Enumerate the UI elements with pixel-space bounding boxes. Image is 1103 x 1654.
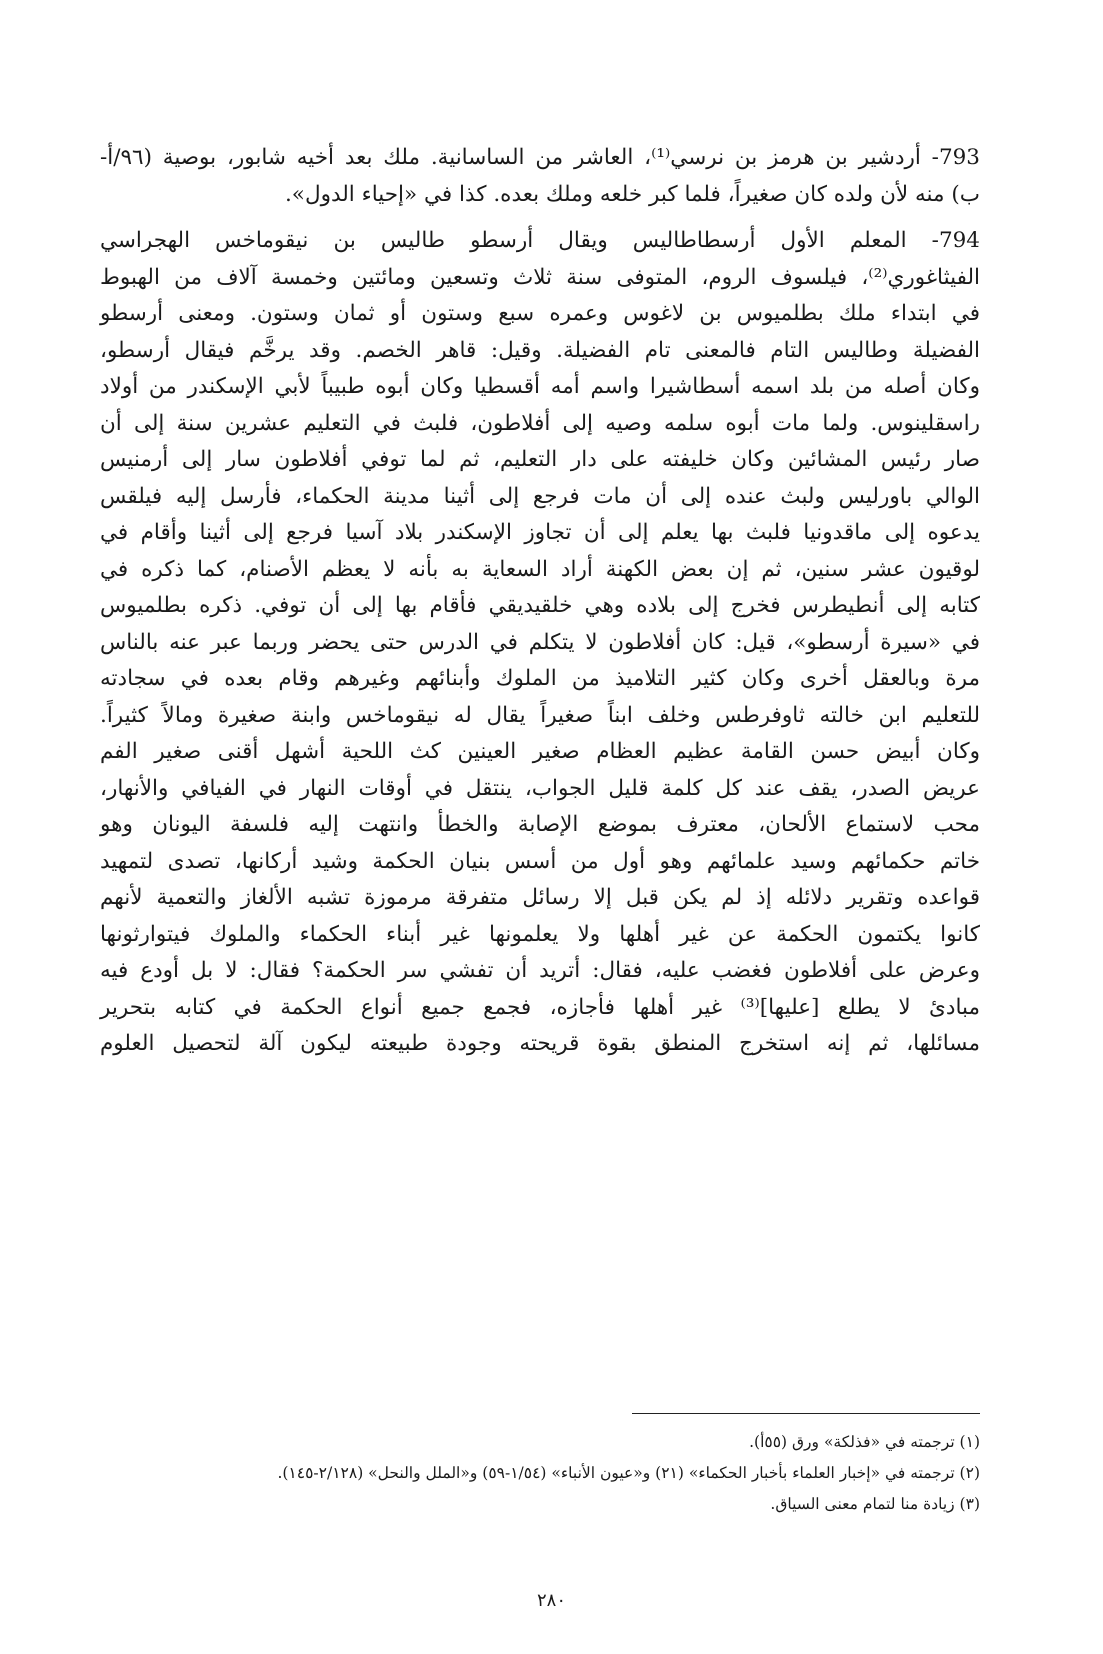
text-line: الفيثاغوري⁽²⁾، فيلسوف الروم، المتوفى سنة ثلاث وتسعين ومائتين وخمسة آلاف من الهبوط — [100, 264, 980, 290]
text-line: قواعده وتقرير دلائله إذ لم يكن قبل إلا رسائل متفرقة مرموزة تشبه الألغاز والتعمية لأنهم — [100, 885, 980, 910]
entry-793 — [100, 140, 980, 213]
text-line: في ابتداء ملك بطلميوس بن لاغوس وعمره سبع وستون أو ثمان وستون. ومعنى أرسطو — [100, 301, 980, 326]
main-text — [100, 140, 980, 1073]
text-line: عريض الصدر، يقف عند كل كلمة قليل الجواب، ينتقل في أوقات النهار في الفيافي والأنهار، — [100, 775, 980, 801]
text-line: مرة وبالعقل أخرى وكان كثير التلاميذ من الملوك وأبنائهم وغيرهم وقام بعده في سجادته — [100, 666, 980, 691]
text-line: وكان أبيض حسن القامة عظيم العظام صغير العينين كث اللحية أشهل أقنى صغير الفم — [100, 739, 980, 764]
text-line: في «سيرة أرسطو»، قيل: كان أفلاطون لا يتكلم في الدرس حتى يحضر وربما عبر عنه بالناس — [100, 629, 980, 655]
text-line: محب لاستماع الألحان، معترف بموضع الإصابة والخطأ وانتهت إليه فلسفة اليونان وهو — [100, 812, 980, 837]
text-line: لوقيون عشر سنين، ثم إن بعض الكهنة أراد السعاية به بأنه لا يعظم الأصنام، كما ذكره في — [100, 556, 980, 582]
footnote-divider — [632, 1413, 980, 1414]
text-line: راسقلينوس. ولما مات أبوه سلمه وصيه إلى أفلاطون، فلبث في التعليم عشرين سنة إلى أن — [100, 410, 980, 436]
entry-794 — [100, 223, 980, 1063]
text-line: الفضيلة وطاليس التام فالمعنى تام الفضيلة. وقيل: قاهر الخصم. وقد يرخَّم فيقال أرسطو، — [100, 337, 980, 363]
page-number: ٢٨٠ — [536, 1590, 566, 1611]
text-line: 793- أردشير بن هرمز بن نرسي⁽¹⁾، العاشر من الساسانية. ملك بعد أخيه شابور، بوصية (٩٦/أ- — [100, 145, 980, 170]
footnote: (١) ترجمته في «فذلكة» ورق (٥٥أ). — [749, 1433, 980, 1451]
text-line: الوالي باورليس ولبث عنده إلى أن مات فرجع إلى أثينا مدينة الحكماء، فأرسل إليه فيلقس — [100, 483, 980, 509]
text-line: وكان أصله من بلد اسمه أسطاشيرا واسم أمه أقسطيا وكان أبوه طبيباً لأبي الإسكندر من أولاد — [100, 374, 980, 399]
text-line: ب) منه لأن ولده كان صغيراً، فلما كبر خلعه وملك بعده. كذا في «إحياء الدول». — [284, 181, 980, 207]
text-line: كتابه إلى أنطيطرس فخرج إلى بلاده وهي خلقيديقي فأقام بها إلى أن توفي. ذكره بطلميوس — [100, 593, 980, 618]
text-line: مبادئ لا يطلع [عليها]⁽³⁾ غير أهلها فأجازه، فجمع جميع أنواع الحكمة في كتابه بتحرير — [100, 994, 980, 1020]
text-line: وعرض على أفلاطون فغضب عليه، فقال: أتريد أن تفشي سر الحكمة؟ فقال: لا بل أودع فيه — [100, 958, 980, 983]
text-line: يدعوه إلى ماقدونيا فلبث بها يعلم إلى أن تجاوز الإسكندر بلاد آسيا فرجع إلى أثينا وأقام في — [100, 520, 980, 545]
text-line: كانوا يكتمون الحكمة عن غير أهلها ولا يعلمونها غير أبناء الحكماء والملوك فيتوارثونها — [100, 921, 980, 947]
footnote: (٣) زيادة منا لتمام معنى السياق. — [770, 1495, 980, 1513]
footnote: (٢) ترجمته في «إخبار العلماء بأخبار الحكماء» (٢١) و«عيون الأنباء» (١/٥٤-٥٩) و«الملل والنحل» (٢/١٢٨-١٤٥). — [277, 1464, 980, 1482]
text-line: 794- المعلم الأول أرسطاطاليس ويقال أرسطو طاليس بن نيقوماخس الهجراسي — [100, 228, 980, 253]
text-line: مسائلها، ثم إنه استخرج المنطق بقوة قريحته وجودة طبيعته ليكون آلة لتحصيل العلوم — [100, 1031, 980, 1056]
text-line: للتعليم ابن خالته ثاوفرطس وخلف ابناً صغيراً يقال له نيقوماخس وابنة صغيرة ومالاً كثيراً. — [100, 702, 980, 728]
text-line: صار رئيس المشائين وكان خليفته على دار التعليم، ثم لما توفي أفلاطون سار إلى أرمنيس — [100, 447, 980, 472]
footnotes — [120, 1427, 980, 1520]
text-line: خاتم حكمائهم وسيد علمائهم وهو أول من أسس بنيان الحكمة وشيد أركانها، تصدى لتمهيد — [100, 848, 980, 874]
